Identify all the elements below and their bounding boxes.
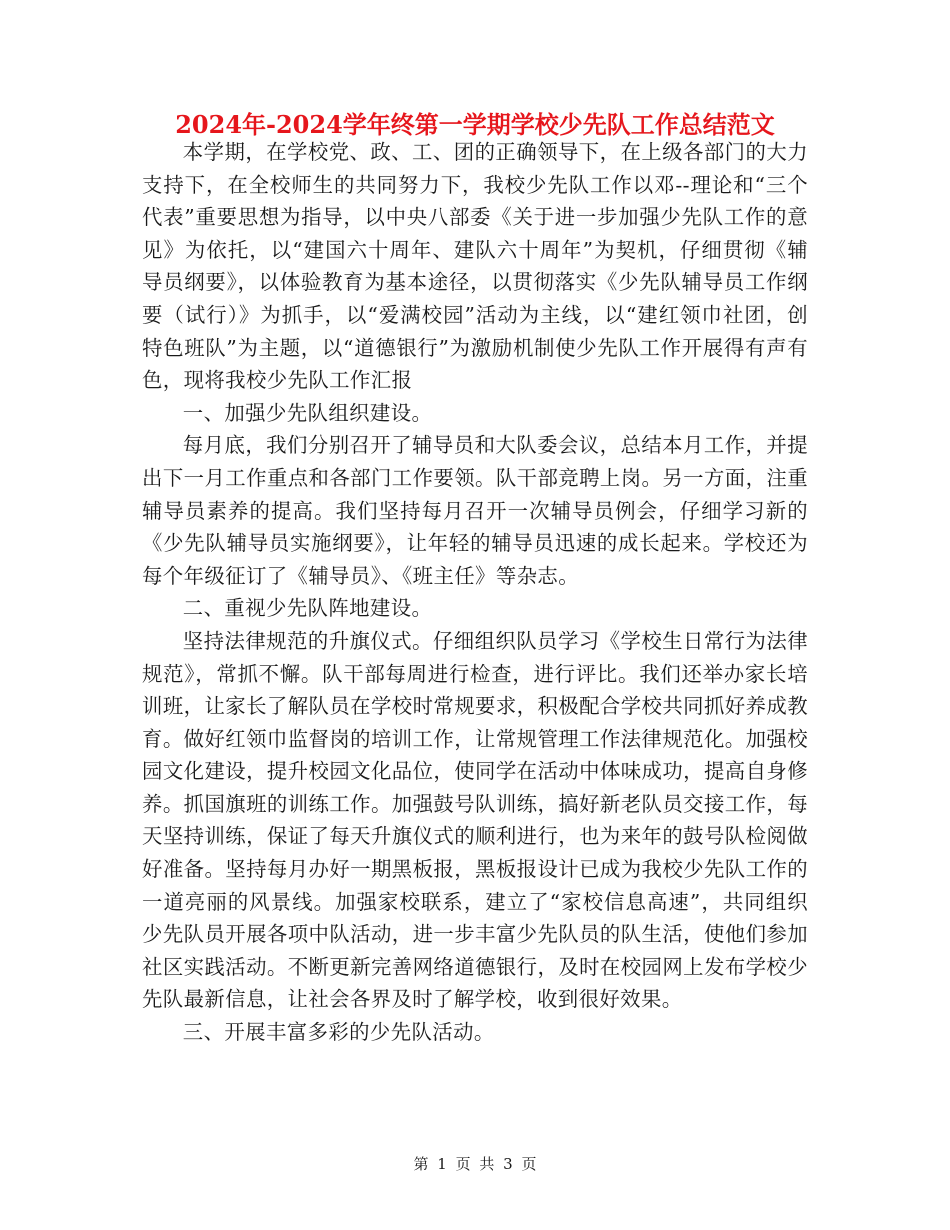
section-heading-organization: 一、加强少先队组织建设。 [182, 400, 433, 425]
document-body [142, 136, 808, 1049]
page-footer: 第 1 页 共 3 页 [413, 1155, 537, 1173]
document-title: 2024年-2024学年终第一学期学校少先队工作总结范文 [175, 110, 775, 139]
paragraph-intro: 本学期，在学校党、政、工、团的正确领导下，在上级各部门的大力支持下，在全校师生的共同努力下，我校少先队工作以邓--理论和“三个代表”重要思想为指导，以中央八部委《关于进一步加强少先队工作的意见》为依托，以“建国六十周年、建队六十周年”为契机，仔细贯彻《辅导员纲要》，以体验教育为基本途径，以贯彻落实《少先队辅导员工作纲要（试行）》为抓手，以“爱满校园”活动为主线，以“建红领巾社团，创特色班队”为主题，以“道德银行”为激励机制使少先队工作开展得有声有色，现将我校少先队工作汇报 [142, 140, 808, 393]
paragraph-organization: 每月底，我们分别召开了辅导员和大队委会议，总结本月工作，并提出下一月工作重点和各部门工作要领。队干部竞聘上岗。另一方面，注重辅导员素养的提高。我们坚持每月召开一次辅导员例会，仔细学习新的《少先队辅导员实施纲要》，让年轻的辅导员迅速的成长起来。学校还为每个年级征订了《辅导员》、《班主任》等杂志。 [142, 433, 808, 588]
paragraph-position: 坚持法律规范的升旗仪式。仔细组织队员学习《学校生日常行为法律规范》，常抓不懈。队干部每周进行检查，进行评比。我们还举办家长培训班，让家长了解队员在学校时常规要求，积极配合学校共同抓好养成教育。做好红领巾监督岗的培训工作，让常规管理工作法律规范化。加强校园文化建设，提升校园文化品位，使同学在活动中体味成功，提高自身修养。抓国旗班的训练工作。加强鼓号队训练，搞好新老队员交接工作，每天坚持训练，保证了每天升旗仪式的顺利进行，也为来年的鼓号队检阅做好准备。坚持每月办好一期黑板报，黑板报设计已成为我校少先队工作的一道亮丽的风景线。加强家校联系，建立了“家校信息高速”，共同组织少先队员开展各项中队活动，进一步丰富少先队员的队生活，使他们参加社区实践活动。不断更新完善网络道德银行，及时在校园网上发布学校少先队最新信息，让社会各界及时了解学校，收到很好效果。 [142, 628, 808, 1012]
section-heading-position: 二、重视少先队阵地建设。 [182, 596, 433, 621]
section-heading-activities: 三、开展丰富多彩的少先队活动。 [182, 1020, 495, 1045]
